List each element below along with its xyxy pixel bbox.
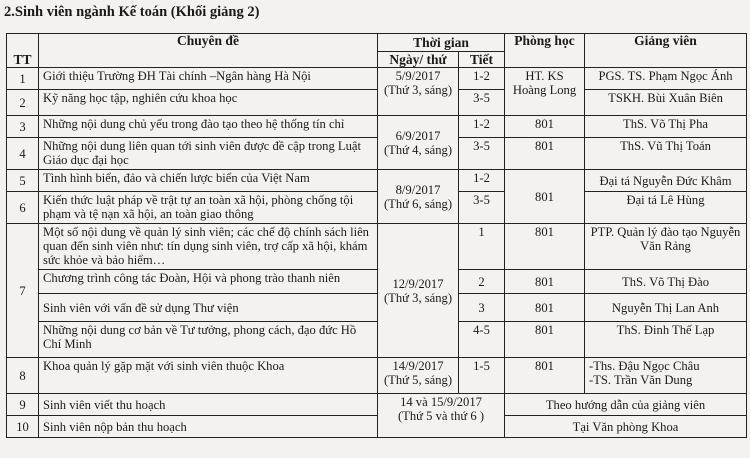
table-row — [7, 394, 747, 416]
day-date: 8/9/2017 — [395, 182, 441, 197]
row-topic: Một số nội dung về quản lý sinh viên; các chế độ chính sách liên quan đến sinh viên như: tín dụng sinh viên, trợ cấp xã hội, khám sức khỏe và bảo hiểm… — [39, 224, 378, 270]
row-tt: 6 — [7, 192, 39, 224]
row-tt: 4 — [7, 138, 39, 170]
row-room: 801 — [505, 224, 585, 270]
table-row — [7, 192, 747, 224]
row-lecturer: ThS. Võ Thị Pha — [585, 116, 747, 138]
row-topic: Sinh viên nộp bản thu hoạch — [39, 416, 378, 438]
row-lecturer — [585, 358, 747, 394]
table-row — [7, 138, 747, 170]
row-room: 801 — [505, 322, 585, 358]
row-period: 1-2 — [459, 170, 505, 192]
row-topic: Chương trình công tác Đoàn, Hội và phong trào thanh niên — [39, 270, 378, 294]
row-day — [378, 116, 459, 170]
row-topic: Kỹ năng học tập, nghiên cứu khoa học — [39, 90, 378, 116]
row-period: 4-5 — [459, 322, 505, 358]
day-weekday: (Thứ 3, sáng) — [383, 290, 453, 305]
row-period: 1-2 — [459, 116, 505, 138]
row-room: 801 — [505, 294, 585, 322]
row-lecturer: ThS. Vũ Thị Toán — [585, 138, 747, 170]
header-room: Phòng học — [505, 34, 585, 68]
row-topic: Sinh viên với vấn đề sử dụng Thư viện — [39, 294, 378, 322]
row-note: Theo hướng dẫn của giảng viên — [505, 394, 747, 416]
row-lecturer: TSKH. Bùi Xuân Biên — [585, 90, 747, 116]
row-topic: Sinh viên viết thu hoạch — [39, 394, 378, 416]
row-room: HT. KS Hoàng Long — [505, 68, 585, 116]
row-lecturer: ThS. Võ Thị Đào — [585, 270, 747, 294]
row-period: 3 — [459, 294, 505, 322]
row-period: 2 — [459, 270, 505, 294]
row-day — [378, 358, 459, 394]
row-tt: 5 — [7, 170, 39, 192]
row-tt: 1 — [7, 68, 39, 90]
row-room: 801 — [505, 138, 585, 170]
day-date: 14/9/2017 — [392, 359, 444, 373]
row-lecturer: Đại tá Lê Hùng — [585, 192, 747, 224]
day-date: 14 và 15/9/2017 — [400, 395, 482, 409]
row-room: 801 — [505, 270, 585, 294]
row-day — [378, 170, 459, 224]
day-date: 5/9/2017 — [395, 69, 441, 83]
header-day: Ngày/ thứ — [378, 52, 459, 68]
day-weekday: (Thứ 5 và thứ 6 ) — [397, 409, 485, 423]
row-topic: Kiến thức luật pháp về trật tự an toàn xã hội, phòng chống tội phạm và tệ nạn xã hội, an toàn giao thông — [39, 192, 378, 224]
day-weekday: (Thứ 5, sáng) — [383, 373, 453, 387]
table-row — [7, 358, 747, 394]
row-tt: 10 — [7, 416, 39, 438]
header-time: Thời gian — [378, 34, 505, 52]
row-lecturer: PGS. TS. Phạm Ngọc Ánh — [585, 68, 747, 90]
row-period: 1-5 — [459, 358, 505, 394]
header-topic: Chuyên đề — [39, 34, 378, 68]
table-row — [7, 322, 747, 358]
row-topic: Những nội dung cơ bản về Tư tưởng, phong cách, đạo đức Hồ Chí Minh — [39, 322, 378, 358]
row-day — [378, 224, 459, 358]
row-topic: Khoa quản lý gặp mặt với sinh viên thuộc Khoa — [39, 358, 378, 394]
row-topic: Giới thiệu Trường ĐH Tài chính –Ngân hàng Hà Nội — [39, 68, 378, 90]
table-row — [7, 90, 747, 116]
table-row — [7, 224, 747, 270]
lecturer-line: -Ths. Đậu Ngọc Châu — [589, 359, 700, 373]
table-row — [7, 294, 747, 322]
header-period: Tiết — [459, 52, 505, 68]
day-weekday: (Thứ 4, sáng) — [383, 142, 453, 157]
row-note: Tại Văn phòng Khoa — [505, 416, 747, 438]
row-day — [378, 394, 505, 438]
row-tt: 8 — [7, 358, 39, 394]
table-row — [7, 270, 747, 294]
header-lecturer: Giảng viên — [585, 34, 747, 68]
day-date: 6/9/2017 — [395, 128, 441, 143]
day-weekday: (Thứ 3, sáng) — [383, 83, 453, 97]
lecturer-line: -TS. Trần Văn Dung — [589, 373, 693, 387]
row-lecturer: Đại tá Nguyễn Đức Khâm — [585, 170, 747, 192]
section-heading: 2.Sinh viên ngành Kế toán (Khối giảng 2) — [4, 4, 260, 20]
row-period: 1 — [459, 224, 505, 270]
row-lecturer: Nguyễn Thị Lan Anh — [585, 294, 747, 322]
row-tt: 3 — [7, 116, 39, 138]
table-row — [7, 68, 747, 90]
row-tt: 9 — [7, 394, 39, 416]
row-tt: 7 — [7, 224, 39, 358]
table-row — [7, 116, 747, 138]
row-topic: Tình hình biển, đảo và chiến lược biển của Việt Nam — [39, 170, 378, 192]
day-date: 12/9/2017 — [392, 276, 444, 291]
schedule-table — [6, 33, 747, 438]
day-weekday: (Thứ 6, sáng) — [383, 196, 453, 211]
row-topic: Những nội dung liên quan tới sinh viên được đề cập trong Luật Giáo dục đại học — [39, 138, 378, 170]
row-period: 3-5 — [459, 192, 505, 224]
row-tt: 2 — [7, 90, 39, 116]
table-row — [7, 170, 747, 192]
row-period: 3-5 — [459, 90, 505, 116]
row-topic: Những nội dung chủ yếu trong đào tạo theo hệ thống tín chỉ — [39, 116, 378, 138]
row-lecturer: ThS. Đinh Thế Lạp — [585, 322, 747, 358]
header-tt: TT — [7, 34, 39, 68]
row-day — [378, 68, 459, 116]
row-room: 801 — [505, 116, 585, 138]
row-period: 3-5 — [459, 138, 505, 170]
row-room: 801 — [505, 170, 585, 224]
table-row — [7, 416, 747, 438]
row-lecturer: PTP. Quản lý đào tạo Nguyễn Văn Rảng — [585, 224, 747, 270]
row-period: 1-2 — [459, 68, 505, 90]
row-room: 801 — [505, 358, 585, 394]
